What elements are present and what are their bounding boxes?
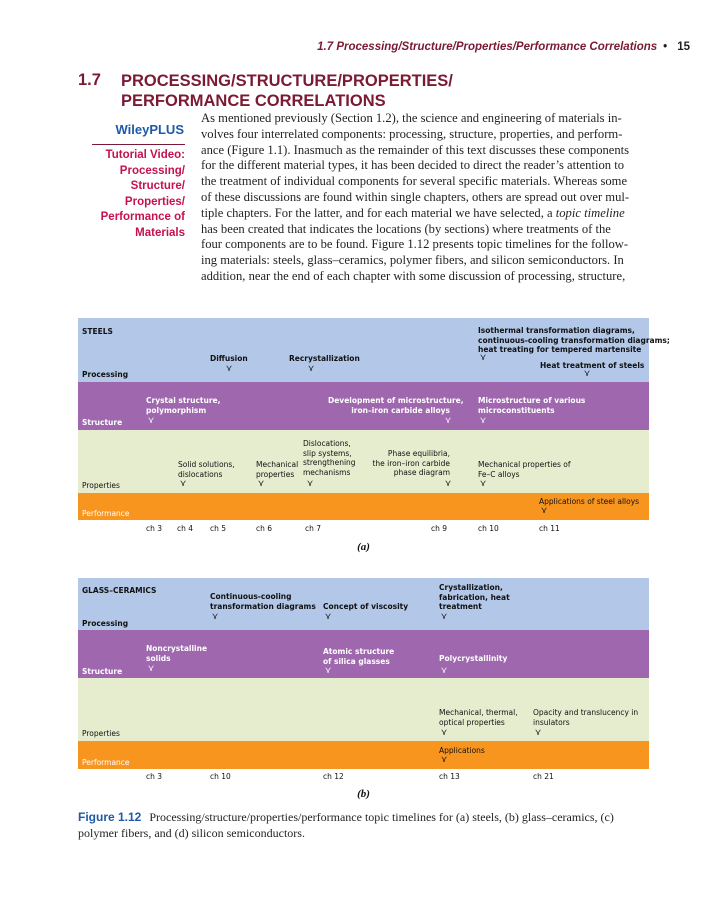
arrow-icon: ⋎: [440, 755, 448, 765]
label-recrystallization: Recrystallization: [289, 354, 360, 363]
row-label-structure: Structure: [82, 418, 123, 427]
tutorial-line: Performance of: [100, 211, 185, 223]
label-line: Fe–C alloys: [478, 469, 520, 479]
arrow-icon: ⋎: [479, 479, 487, 489]
label-fe-c-alloys: [478, 460, 570, 479]
tutorial-line: Materials: [135, 226, 185, 239]
performance-band: [78, 741, 649, 769]
label-noncrystalline: [146, 644, 207, 663]
label-line: continuous-cooling transformation diagrams;: [478, 335, 670, 345]
label-line: Noncrystalline: [146, 644, 208, 653]
label-line: Crystal structure,: [146, 396, 221, 405]
arrow-icon: ⋎: [324, 612, 332, 622]
body-line: volves four interrelated components: processing, structure, properties, and perform-: [201, 126, 623, 141]
body-paragraph: [201, 111, 650, 285]
body-line: addition, near the end of each chapter with some discussion of processing, structure,: [201, 268, 626, 283]
label-line: fabrication, heat: [439, 592, 510, 602]
figure-caption: [78, 809, 638, 841]
label-line: Mechanical, thermal,: [439, 708, 518, 717]
subfigure-label-b: (b): [357, 788, 370, 800]
body-line: of these discussions are found within single chapters, others are spread out over mul-: [201, 189, 630, 204]
sidebar-divider: [92, 144, 185, 145]
row-label-processing: Processing: [82, 370, 129, 379]
label-solid-solutions: [178, 460, 235, 479]
label-line: Development of microstructure,: [328, 396, 464, 405]
running-header: [250, 41, 690, 53]
timeline-title: GLASS–CERAMICS: [82, 586, 157, 595]
chapter-label: ch 10: [478, 524, 499, 533]
row-label-properties: Properties: [82, 481, 120, 490]
tutorial-line: Properties/: [124, 195, 185, 208]
row-label-performance: Performance: [82, 758, 130, 767]
chapter-label: ch 11: [539, 524, 560, 533]
row-label-processing: Processing: [82, 619, 129, 628]
arrow-icon: ⋎: [444, 479, 452, 489]
label-silica-glasses: [323, 647, 394, 666]
chapter-label: ch 4: [177, 524, 194, 533]
label-dislocations: [303, 439, 356, 477]
label-applications-glass: Applications: [439, 746, 485, 755]
arrow-icon: ⋎: [440, 612, 448, 622]
chapter-label: ch 5: [210, 524, 227, 533]
arrow-icon: ⋎: [583, 369, 591, 379]
label-line: Isothermal transformation diagrams,: [478, 326, 635, 335]
label-line: transformation diagrams: [210, 601, 316, 611]
figure-label: Figure 1.12: [78, 810, 142, 824]
label-isothermal: [478, 326, 670, 355]
label-line: Microstructure of various: [478, 396, 586, 405]
arrow-icon: ⋎: [211, 612, 219, 622]
label-line: microconstituents: [478, 405, 555, 415]
arrow-icon: ⋎: [440, 728, 448, 738]
chapter-label: ch 7: [305, 524, 322, 533]
label-line: Mechanical: [256, 460, 299, 469]
label-line: heat treating for tempered martensite: [478, 345, 642, 354]
chapter-label: ch 12: [323, 772, 344, 781]
body-text-span: tiple chapters. For the latter, and for each material we have selected, a: [201, 205, 556, 220]
label-development-microstructure: [328, 396, 464, 415]
label-line: polymorphism: [146, 405, 207, 415]
label-microconstituents: [478, 396, 585, 415]
topic-timeline-term: topic timeline: [555, 205, 625, 220]
arrow-icon: ⋎: [306, 479, 314, 489]
label-line: Opacity and translucency in: [533, 708, 639, 717]
chapter-label: ch 3: [146, 772, 163, 781]
body-line: for the different material types, it has been decided to direct the reader’s attention to: [201, 158, 625, 173]
body-line: As mentioned previously (Section 1.2), the science and engineering of materials in-: [201, 111, 622, 125]
label-line: strengthening: [303, 458, 356, 467]
label-line: optical properties: [439, 717, 505, 727]
label-line: solids: [146, 653, 171, 663]
label-line: treatment: [439, 602, 482, 611]
label-line: Solid solutions,: [178, 460, 235, 469]
label-line: Continuous-cooling: [210, 592, 292, 601]
label-line: iron–iron carbide alloys: [351, 405, 450, 415]
label-mechanical-properties: [256, 460, 298, 479]
arrow-icon: ⋎: [257, 479, 265, 489]
arrow-icon: ⋎: [444, 416, 452, 426]
body-line: ing materials: steels, glass–ceramics, polymer fibers, and silicon semiconductors. In: [201, 253, 624, 268]
label-line: slip systems,: [303, 448, 352, 458]
row-label-performance: Performance: [82, 509, 130, 518]
arrow-icon: ⋎: [479, 353, 487, 363]
steels-timeline: [78, 318, 670, 558]
wileyplus-label: WileyPLUS: [115, 122, 184, 137]
chapter-label: ch 9: [431, 524, 448, 533]
arrow-icon: ⋎: [540, 506, 548, 516]
tutorial-line: Structure/: [130, 180, 185, 192]
body-line: four components are to be found. Figure 1.12 presents topic timelines for the follow-: [201, 237, 629, 252]
label-mechanical-thermal-optical: [439, 708, 518, 727]
label-viscosity: Concept of viscosity: [323, 602, 409, 611]
label-line: Dislocations,: [303, 439, 351, 448]
arrow-icon: ⋎: [440, 666, 448, 676]
section-title: [121, 71, 453, 111]
label-line: mechanisms: [303, 467, 351, 477]
header-bullet: •: [663, 41, 668, 53]
label-line: phase diagram: [393, 468, 450, 477]
label-heat-treatment: Heat treatment of steels: [540, 361, 645, 370]
label-line: Mechanical properties of: [478, 460, 571, 469]
arrow-icon: ⋎: [179, 479, 187, 489]
body-line: has been created that indicates the locations (by sections) where treatments of the: [201, 221, 611, 236]
section-number: 1.7: [78, 71, 101, 89]
label-crystallization: [439, 583, 510, 612]
label-diffusion: Diffusion: [210, 354, 248, 363]
arrow-icon: ⋎: [534, 728, 542, 738]
label-crystal-structure: [146, 396, 220, 415]
page-number: 15: [677, 41, 690, 53]
chapter-label: ch 10: [210, 772, 231, 781]
row-label-properties: Properties: [82, 729, 120, 738]
row-label-structure: Structure: [82, 667, 123, 676]
label-polycrystallinity: Polycrystallinity: [439, 654, 508, 663]
chapter-label: ch 3: [146, 524, 163, 533]
tutorial-video-link[interactable]: [92, 148, 185, 241]
label-line: of silica glasses: [323, 656, 390, 666]
body-line: [201, 206, 650, 222]
label-line: Crystallization,: [439, 583, 503, 592]
arrow-icon: ⋎: [147, 416, 155, 426]
arrow-icon: ⋎: [479, 416, 487, 426]
arrow-icon: ⋎: [225, 364, 233, 374]
caption-text: Processing/structure/properties/performance topic timelines for (a) steels, (b) glass–ceramics, (c) polymer fibers, and (d) silicon semiconductors.: [78, 810, 614, 840]
label-line: the iron–iron carbide: [372, 458, 450, 468]
section-title-line-2: PERFORMANCE CORRELATIONS: [121, 92, 386, 110]
chapter-label: ch 21: [533, 772, 554, 781]
running-title: 1.7 Processing/Structure/Properties/Performance Correlations: [317, 41, 658, 53]
label-opacity-translucency: [533, 708, 638, 727]
label-applications-steel: Applications of steel alloys: [539, 497, 640, 506]
label-line: insulators: [533, 717, 570, 727]
glass-ceramics-timeline: [78, 578, 649, 804]
body-line: the treatment of individual components for several specific materials. Whereas some: [201, 174, 628, 189]
subfigure-label-a: (a): [357, 541, 370, 553]
label-continuous-cooling: [210, 592, 316, 611]
timeline-title: STEELS: [82, 327, 113, 336]
arrow-icon: ⋎: [324, 666, 332, 676]
chapter-label: ch 13: [439, 772, 460, 781]
label-line: Phase equilibria,: [387, 449, 450, 458]
arrow-icon: ⋎: [147, 664, 155, 674]
label-phase-equilibria: [358, 449, 450, 478]
section-title-line-1: PROCESSING/STRUCTURE/PROPERTIES/: [121, 72, 453, 90]
body-line: ance (Figure 1.1). Inasmuch as the remainder of this text discusses these components: [201, 142, 630, 157]
tutorial-line: Processing/: [119, 164, 185, 177]
label-line: dislocations: [178, 469, 223, 479]
label-line: properties: [256, 469, 295, 479]
arrow-icon: ⋎: [307, 364, 315, 374]
chapter-label: ch 6: [256, 524, 273, 533]
label-line: Atomic structure: [323, 647, 395, 656]
tutorial-line: Tutorial Video:: [105, 149, 185, 161]
